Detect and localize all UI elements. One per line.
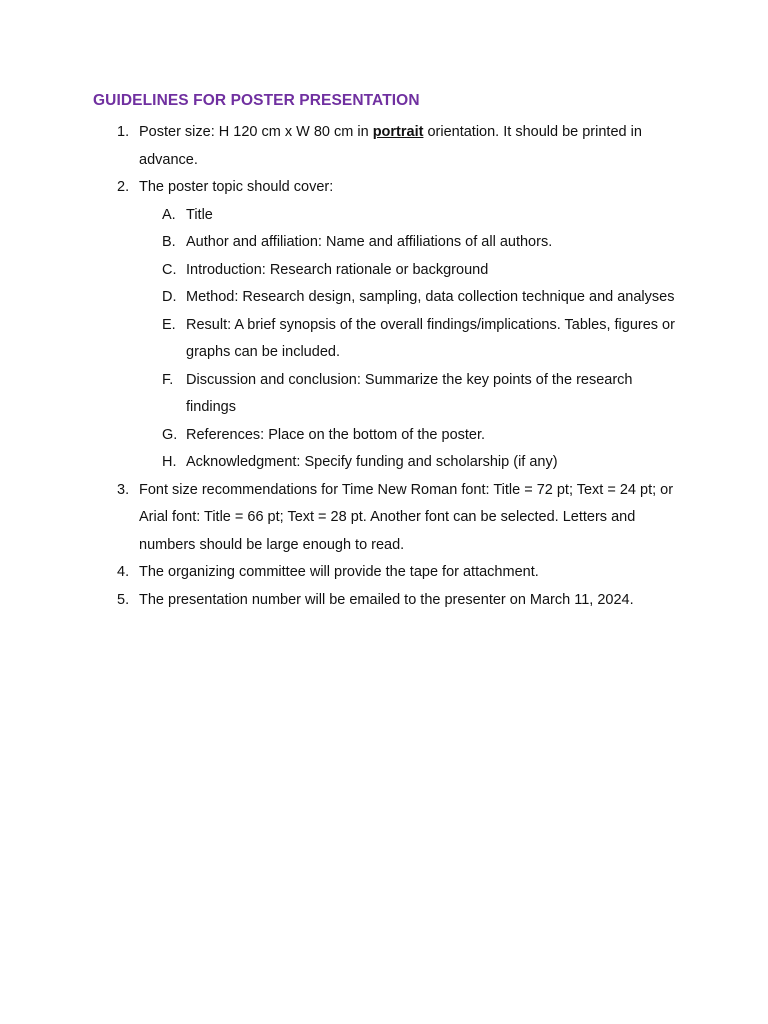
item-text: Font size recommendations for Time New Roman font: Title = 72 pt; Text = 24 pt; or Arial font: Title = 66 pt; Text = 28 pt. Another font can be selected. Letters and numbers should be large enough to read.: [139, 481, 674, 553]
list-number: 2.: [117, 179, 130, 195]
sub-item-h: [0, 449, 681, 477]
sub-letter: A.: [162, 206, 176, 223]
sub-text: References: Place on the bottom of the poster.: [186, 426, 486, 443]
item-text-after: orientation. It should be printed in advance.: [139, 124, 642, 168]
sub-letter: H.: [162, 454, 177, 470]
list-number: 3.: [117, 481, 130, 498]
sub-text: Author and affiliation: Name and affiliations of all authors.: [186, 234, 553, 250]
item-text: The organizing committee will provide the tape for attachment.: [139, 564, 539, 580]
list-number: 5.: [117, 591, 130, 608]
sub-letter: G.: [162, 426, 178, 443]
sub-item-f: [0, 367, 681, 422]
sub-item-b: [0, 229, 681, 257]
item-text: The poster topic should cover:: [139, 179, 334, 195]
list-item-2: [0, 174, 679, 202]
list-item-4: [0, 559, 679, 587]
list-item-1: [0, 119, 679, 174]
sub-text: Result: A brief synopsis of the overall findings/implications. Tables, figures or graphs can be included.: [186, 316, 675, 360]
guidelines-list: [0, 119, 768, 614]
sub-item-g: [0, 422, 681, 450]
sub-text: Introduction: Research rationale or background: [186, 261, 489, 278]
sub-text: Acknowledgment: Specify funding and scholarship (if any): [186, 454, 558, 470]
sub-item-d: [0, 284, 681, 312]
list-item-3: [0, 477, 679, 560]
sub-item-a: [0, 202, 681, 230]
list-item-5: [0, 587, 679, 615]
item-text: The presentation number will be emailed to the presenter on March 11, 2024.: [139, 591, 634, 608]
sub-letter: D.: [162, 289, 177, 305]
sub-text: Title: [186, 206, 213, 223]
sub-letter: B.: [162, 234, 176, 250]
sub-letter: F.: [162, 371, 174, 388]
sub-text: Method: Research design, sampling, data collection technique and analyses: [186, 289, 675, 305]
sub-letter: C.: [162, 261, 177, 278]
list-number: 4.: [117, 564, 130, 580]
sub-item-e: [0, 312, 681, 367]
sub-item-c: [0, 257, 681, 285]
portrait-emphasis: portrait: [372, 124, 424, 140]
item-text-before: Poster size: H 120 cm x W 80 cm in: [139, 124, 373, 140]
sub-letter: E.: [162, 316, 176, 333]
sub-text: Discussion and conclusion: Summarize the key points of the research findings: [186, 371, 633, 415]
list-number: 1.: [117, 124, 130, 140]
page-title: GUIDELINES FOR POSTER PRESENTATION: [93, 92, 420, 109]
